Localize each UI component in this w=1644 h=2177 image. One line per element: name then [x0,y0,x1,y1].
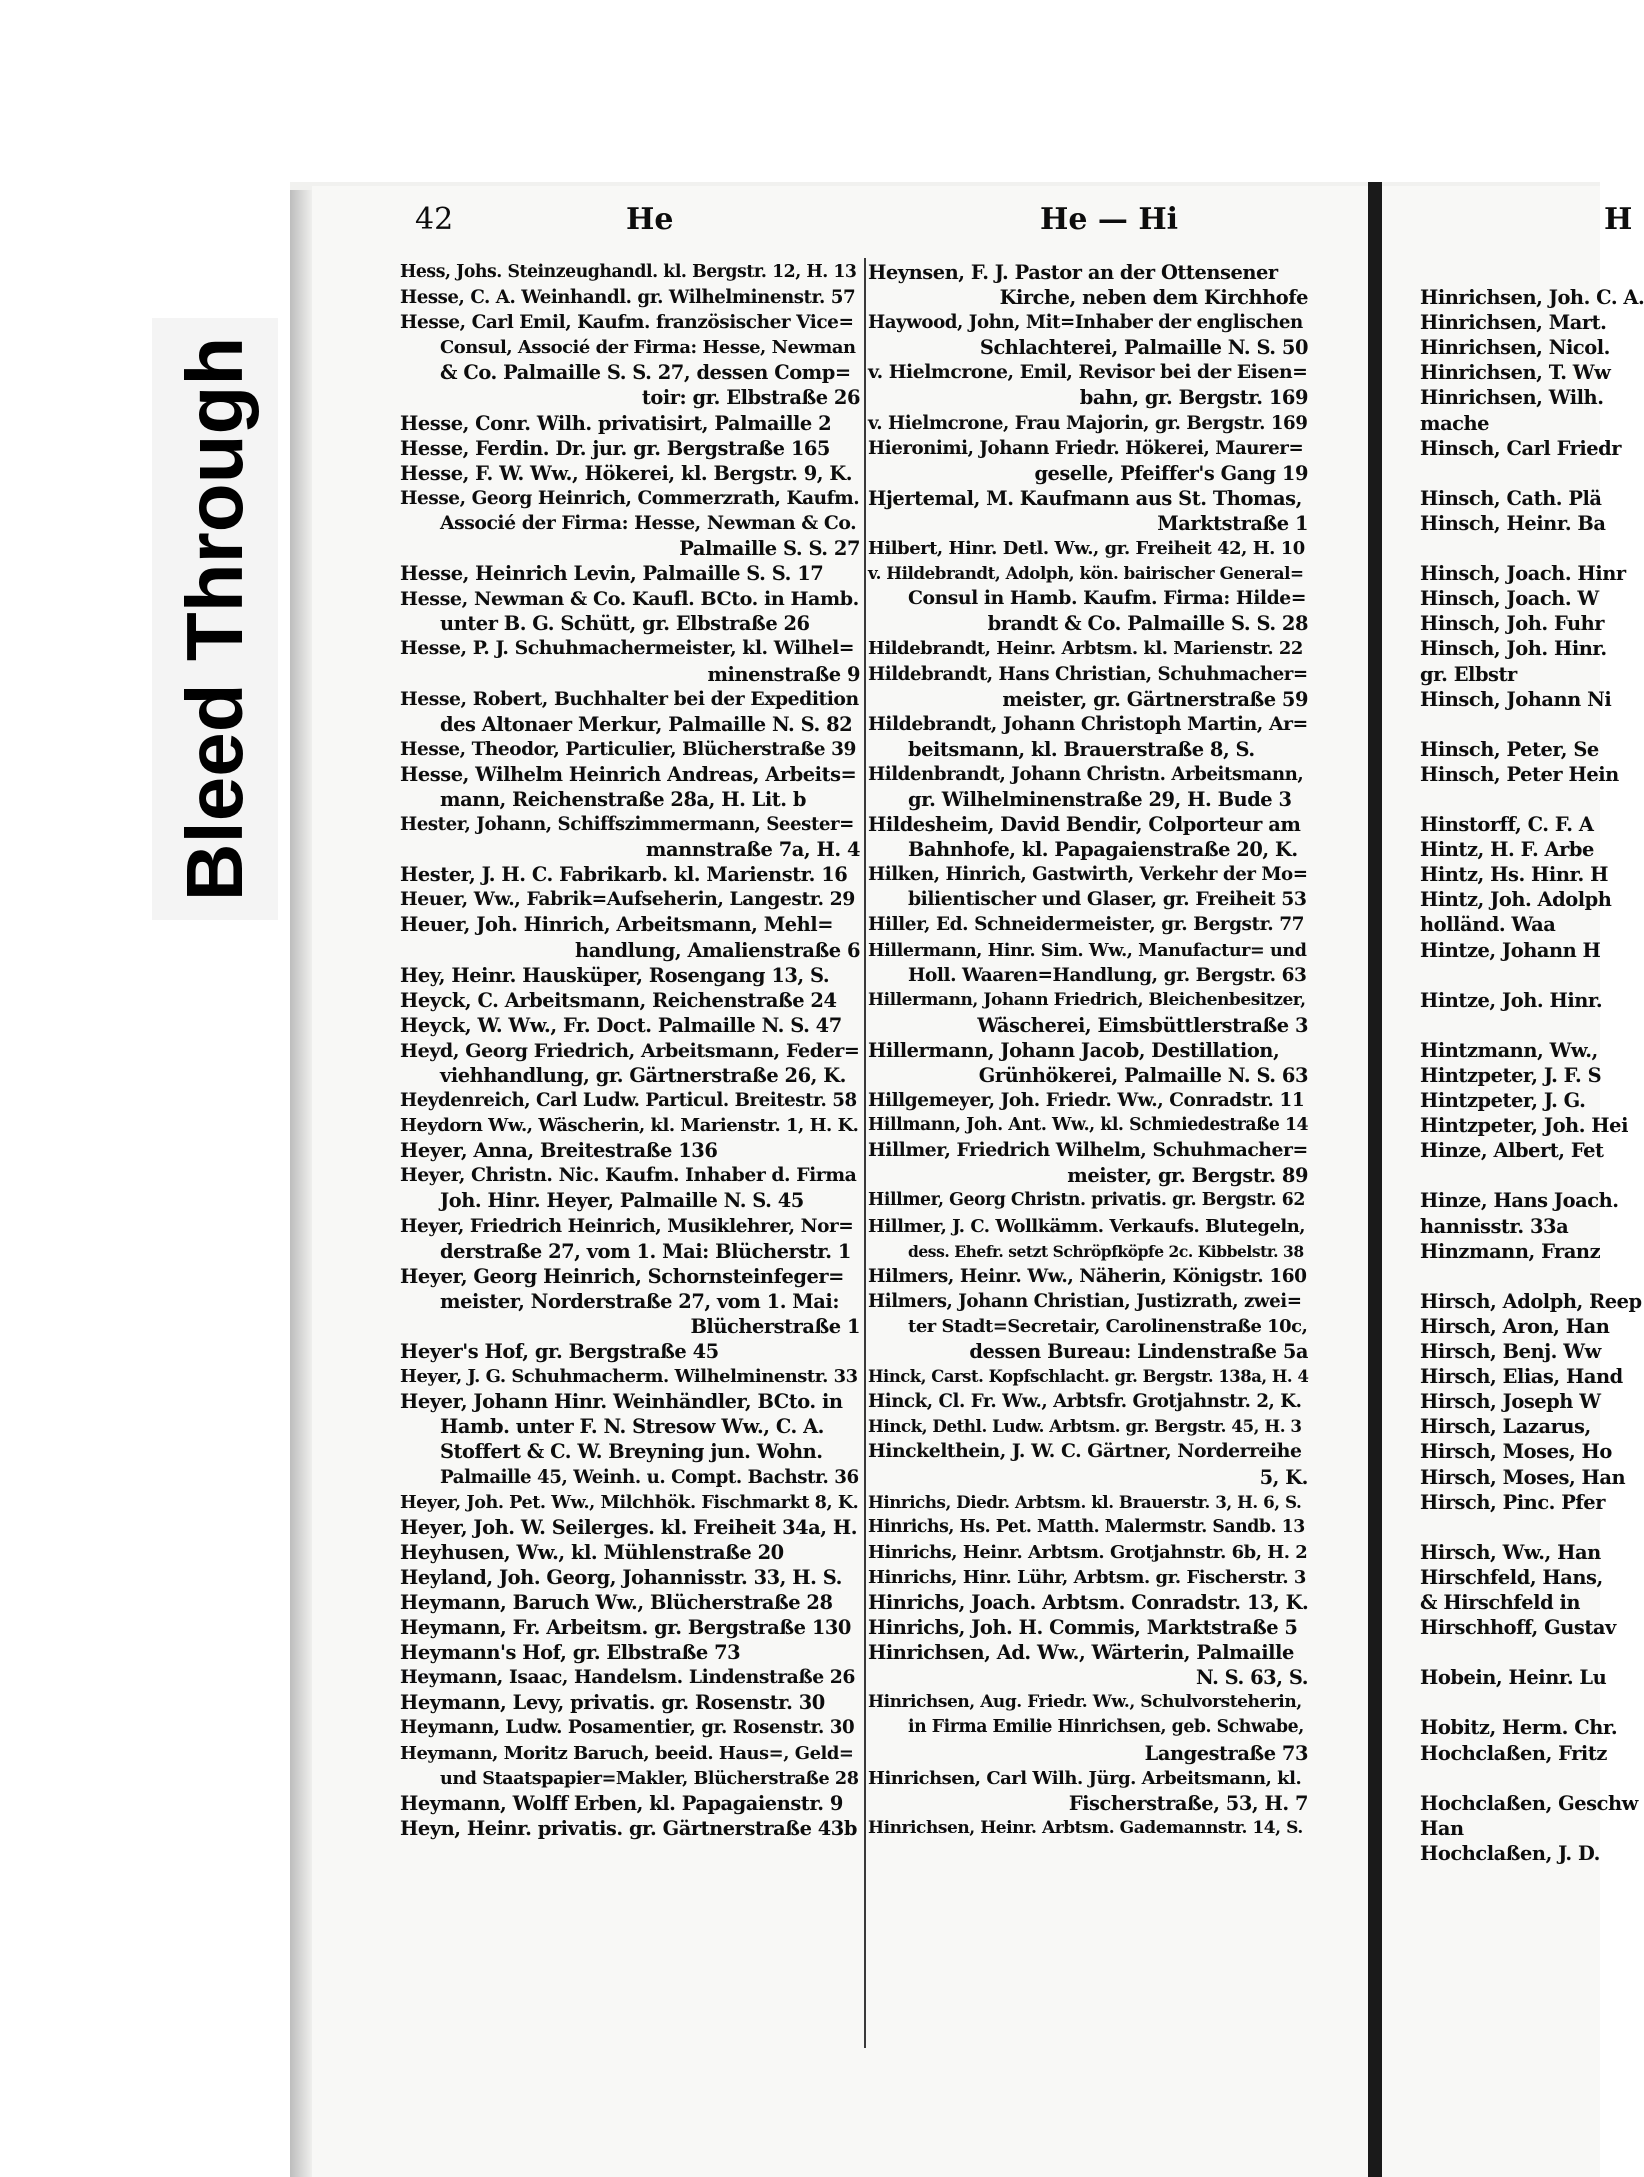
directory-entry-line: & Hirschfeld in [1420,1590,1581,1614]
directory-entry-line: Hilken, Hinrich, Gastwirth, Verkehr der Mo= [868,864,1308,886]
directory-entry-line: Hess, Johs. Steinzeughandl. kl. Bergstr. 12, H. 13 [400,262,857,282]
running-head-left: He [626,202,674,237]
directory-entry-line: Heymann, Levy, privatis. gr. Rosenstr. 30 [400,1691,825,1715]
directory-entry-line: Hildebrandt, Heinr. Arbtsm. kl. Marienstr. 22 [868,638,1303,660]
directory-entry-line: handlung, Amalienstraße 6 [575,938,860,962]
directory-entry-line: Hinsch, Johann Ni [1420,687,1612,711]
directory-entry-line: Heuer, Ww., Fabrik=Aufseherin, Langestr. 29 [400,888,855,911]
directory-entry-line: Hinsch, Peter Hein [1420,762,1619,786]
directory-entry-line: Hesse, Carl Emil, Kaufm. französischer Vice= [400,312,854,334]
directory-entry-line: Palmaille 45, Weinh. u. Compt. Bachstr. 36 [440,1466,859,1488]
directory-entry-line [1420,1640,1600,1665]
directory-entry-line: Heyer, Georg Heinrich, Schornsteinfeger= [400,1264,844,1288]
directory-entry-line: Hiller, Ed. Schneidermeister, gr. Bergstr. 77 [868,914,1305,936]
directory-entry-line: Hinrichsen, Aug. Friedr. Ww., Schulvorsteherin, [868,1692,1302,1713]
directory-entry-line: Hey, Heinr. Hausküper, Rosengang 13, S. [400,963,830,987]
left-column [400,260,860,2050]
directory-entry-line: Hamb. unter F. N. Stresow Ww., C. A. [440,1415,824,1439]
directory-entry-line: Hobitz, Herm. Chr. [1420,1716,1618,1740]
running-head-next: H [1604,202,1633,237]
directory-entry-line: Hinsch, Joach. Hinr [1420,562,1626,586]
directory-entry-line: Hinsch, Cath. Plä [1420,486,1602,510]
directory-entry-line: Hinrichsen, Nicol. [1420,336,1610,360]
directory-entry-line: Hesse, Theodor, Particulier, Blücherstraße 39 [400,738,856,760]
directory-entry-line: Hinrichsen, Joh. C. A. [1420,286,1644,310]
directory-entry-line: Hirschfeld, Hans, [1420,1565,1603,1589]
directory-entry-line: Heyer's Hof, gr. Bergstraße 45 [400,1340,719,1364]
directory-entry-line: Hinrichsen, Carl Wilh. Jürg. Arbeitsmann, kl. [868,1767,1302,1789]
directory-entry-line: gr. Elbstr [1420,662,1517,686]
directory-entry-line: Stoffert & C. W. Breyning jun. Wohn. [440,1440,823,1464]
directory-entry-line: Hesse, Robert, Buchhalter bei der Expedition [400,687,859,710]
directory-entry-line: Hirsch, Pinc. Pfer [1420,1490,1605,1514]
directory-entry-line: ter Stadt=Secretair, Carolinenstraße 10c, [908,1315,1308,1337]
directory-entry-line: Hintzmann, Ww., [1420,1038,1598,1062]
directory-entry-line [1420,712,1600,737]
directory-entry-line: Hinck, Carst. Kopfschlacht. gr. Bergstr. 138a, H. 4 [868,1367,1309,1387]
directory-entry-line [1420,787,1600,812]
directory-entry-line: Hesse, Conr. Wilh. privatisirt, Palmaille 2 [400,411,832,435]
directory-entry-line: toir: gr. Elbstraße 26 [641,386,860,410]
running-head-right: He — Hi [1040,202,1179,237]
directory-entry-line: Heyn, Heinr. privatis. gr. Gärtnerstraße 43b [400,1816,857,1840]
directory-entry-line: Hinckelthein, J. W. C. Gärtner, Norderreihe [868,1440,1302,1463]
directory-entry-line: Hilmers, Johann Christian, Justizrath, zwei= [868,1290,1302,1312]
directory-entry-line: Heymann, Wolff Erben, kl. Papagaienstr. 9 [400,1791,843,1815]
directory-entry-line [1420,536,1600,561]
directory-entry-line [1420,963,1600,988]
directory-entry-line: Blücherstraße 1 [690,1314,860,1338]
directory-entry-line: Hirsch, Lazarus, [1420,1415,1591,1439]
page-edge-shadow [290,190,312,2177]
directory-entry-line: Hintz, H. F. Arbe [1420,838,1594,862]
directory-entry-line: bilientischer und Glaser, gr. Freiheit 53 [908,888,1307,911]
directory-entry-line: gr. Wilhelminenstraße 29, H. Bude 3 [908,787,1292,811]
directory-entry-line: Hinsch, Joh. Hinr. [1420,637,1607,661]
directory-entry-line: Heyer, Christn. Nic. Kaufm. Inhaber d. Firma [400,1164,857,1187]
column-rule [864,258,866,2048]
directory-entry-line: Hinrichsen, T. Ww [1420,361,1611,385]
directory-entry-line: Heyd, Georg Friedrich, Arbeitsmann, Feder= [400,1038,860,1062]
directory-entry-line: Heymann, Fr. Arbeitsm. gr. Bergstraße 130 [400,1616,851,1640]
directory-entry-line: Hirsch, Benj. Ww [1420,1340,1601,1364]
directory-entry-line: Hirsch, Aron, Han [1420,1314,1610,1338]
directory-entry-line: Hinrichs, Hs. Pet. Matth. Malermstr. Sandb. 13 [868,1516,1305,1537]
directory-entry-line: hannisstr. 33a [1420,1214,1569,1238]
directory-entry-line: Hinrichs, Joh. H. Commis, Marktstraße 5 [868,1616,1298,1640]
directory-entry-line: v. Hildebrandt, Adolph, kön. bairischer General= [868,563,1304,584]
directory-entry-line: Hobein, Heinr. Lu [1420,1666,1607,1690]
directory-entry-line: Hirsch, Moses, Ho [1420,1440,1612,1464]
directory-entry-line: Hillermann, Johann Jacob, Destillation, [868,1038,1280,1062]
directory-entry-line: Hillmer, J. C. Wollkämm. Verkaufs. Blutegeln, [868,1215,1306,1237]
directory-entry-line: Hintzpeter, J. F. S [1420,1064,1602,1087]
directory-entry-line: Hirsch, Moses, Han [1420,1465,1626,1489]
directory-entry-line: Hinze, Hans Joach. [1420,1189,1619,1213]
directory-entry-line: Hinrichsen, Heinr. Arbtsm. Gademannstr. 14, S. [868,1817,1303,1838]
directory-entry-line: Hildebrandt, Hans Christian, Schuhmacher= [868,663,1308,685]
directory-entry-line [1420,461,1600,486]
directory-entry-line: Bahnhofe, kl. Papagaienstraße 20, K. [908,838,1298,862]
directory-entry-line: Heyer, Joh. Pet. Ww., Milchhök. Fischmarkt 8, K. [400,1491,859,1513]
directory-entry-line: Hinsch, Joach. W [1420,587,1599,611]
directory-entry-line: Hester, Johann, Schiffszimmermann, Seester= [400,814,854,836]
directory-entry-line: meister, gr. Gärtnerstraße 59 [1002,687,1308,711]
directory-entry-line: Hillmer, Georg Christn. privatis. gr. Bergstr. 62 [868,1190,1305,1211]
directory-entry-line: mann, Reichenstraße 28a, H. Lit. b [440,787,806,811]
directory-entry-line: minenstraße 9 [707,662,860,686]
directory-entry-line: N. S. 63, S. [1196,1666,1308,1690]
directory-entry-line: Hillmer, Friedrich Wilhelm, Schuhmacher= [868,1139,1308,1162]
directory-entry-line: Palmaille S. S. 27 [679,537,860,561]
directory-entry-line: Hinrichsen, Ad. Ww., Wärterin, Palmaille [868,1641,1294,1665]
directory-entry-line: Hirschhoff, Gustav [1420,1616,1616,1640]
directory-entry-line: viehhandlung, gr. Gärtnerstraße 26, K. [440,1064,846,1087]
directory-entry-line: geselle, Pfeiffer's Gang 19 [1034,461,1308,485]
directory-entry-line: Kirche, neben dem Kirchhofe [999,286,1308,310]
directory-entry-line: Hochclaßen, Geschw [1420,1791,1638,1815]
directory-entry-line: dess. Ehefr. setzt Schröpfköpfe 2c. Kibbelstr. 38 [908,1241,1304,1261]
directory-entry-line [1420,1766,1600,1791]
directory-entry-line: Heyer, Johann Hinr. Weinhändler, BCto. in [400,1390,843,1414]
directory-entry-line: Hesse, Ferdin. Dr. jur. gr. Bergstraße 165 [400,436,830,460]
directory-entry-line: Hinsch, Carl Friedr [1420,436,1622,460]
directory-entry-line: Hinck, Cl. Fr. Ww., Arbtsfr. Grotjahnstr. 2, K. [868,1391,1302,1413]
directory-entry-line: Hieronimi, Johann Friedr. Hökerei, Maurer= [868,437,1304,459]
directory-entry-line: Heyck, C. Arbeitsmann, Reichenstraße 24 [400,988,837,1012]
directory-entry-line: Hinrichs, Heinr. Arbtsm. Grotjahnstr. 6b, H. 2 [868,1541,1308,1563]
directory-entry-line: Hintzpeter, J. G. [1420,1089,1586,1113]
directory-entry-line: Hintzpeter, Joh. Hei [1420,1114,1628,1138]
directory-entry-line [1420,1264,1600,1289]
directory-entry-line: Schlachterei, Palmaille N. S. 50 [979,336,1308,360]
directory-entry-line: Hillgemeyer, Joh. Friedr. Ww., Conradstr. 11 [868,1090,1305,1112]
directory-entry-line: Heydenreich, Carl Ludw. Particul. Breitestr. 58 [400,1090,857,1112]
directory-entry-line: Hinstorff, C. F. A [1420,813,1594,837]
directory-entry-line: Grünhökerei, Palmaille N. S. 63 [978,1064,1308,1087]
directory-entry-line: Heyer, J. G. Schuhmacherm. Wilhelminenstr. 33 [400,1366,858,1388]
directory-entry-line: Hesse, F. W. Ww., Hökerei, kl. Bergstr. 9, K. [400,461,853,485]
directory-entry-line: Heyhusen, Ww., kl. Mühlenstraße 20 [400,1540,784,1564]
directory-entry-line: Hinrichs, Hinr. Lühr, Arbtsm. gr. Fischerstr. 3 [868,1566,1306,1588]
directory-entry-line: dessen Bureau: Lindenstraße 5a [969,1340,1308,1364]
right-column [868,260,1308,2050]
directory-entry-line: Hinzmann, Franz [1420,1239,1601,1263]
directory-entry-line: Hochclaßen, Fritz [1420,1741,1607,1765]
directory-entry-line: Heydorn Ww., Wäscherin, kl. Marienstr. 1, H. K. [400,1115,859,1137]
directory-entry-line: Hintze, Johann H [1420,938,1601,962]
directory-entry-line: Holl. Waaren=Handlung, gr. Bergstr. 63 [908,964,1307,986]
directory-entry-line: Hinsch, Joh. Fuhr [1420,612,1605,636]
directory-entry-line: Wäscherei, Eimsbüttlerstraße 3 [977,1013,1308,1037]
directory-entry-line: Hinrichs, Diedr. Arbtsm. kl. Brauerstr. 3, H. 6, S. [868,1491,1302,1512]
directory-entry-line: Hinrichsen, Mart. [1420,311,1607,335]
directory-entry-line: Hillermann, Hinr. Sim. Ww., Manufactur= und [868,939,1307,961]
directory-entry-line: Fischerstraße, 53, H. 7 [1068,1791,1308,1815]
directory-entry-line: Hesse, Newman & Co. Kaufl. BCto. in Hamb. [400,587,859,611]
directory-entry-line: Heymann, Moritz Baruch, beeid. Haus=, Geld= [400,1742,854,1764]
directory-entry-line: v. Hielmcrone, Emil, Revisor bei der Eisen= [868,361,1308,384]
directory-entry-line: Heyer, Anna, Breitestraße 136 [400,1139,718,1163]
directory-entry-line: Joh. Hinr. Heyer, Palmaille N. S. 45 [440,1189,804,1213]
directory-entry-line: Heuer, Joh. Hinrich, Arbeitsmann, Mehl= [400,913,834,937]
page-number: 42 [415,202,454,237]
directory-entry-line: bahn, gr. Bergstr. 169 [1079,386,1308,410]
directory-entry-line: Hesse, Wilhelm Heinrich Andreas, Arbeits= [400,762,857,786]
directory-entry-line: Heyck, W. Ww., Fr. Doct. Palmaille N. S. 47 [400,1013,842,1037]
directory-entry-line: Hinze, Albert, Fet [1420,1139,1604,1163]
directory-entry-line [1420,260,1600,285]
directory-entry-line: meister, gr. Bergstr. 89 [1067,1164,1308,1188]
directory-entry-line: des Altonaer Merkur, Palmaille N. S. 82 [440,712,853,736]
directory-entry-line: Langestraße 73 [1144,1741,1308,1765]
directory-entry-line [1420,1690,1600,1715]
directory-entry-line: Consul, Associé der Firma: Hesse, Newman [440,337,856,359]
directory-entry-line: Hintze, Joh. Hinr. [1420,988,1603,1012]
directory-entry-line: Hillermann, Johann Friedrich, Bleichenbesitzer, [868,989,1306,1010]
book-spine [1368,182,1382,2177]
directory-entry-line: meister, Norderstraße 27, vom 1. Mai: [440,1289,840,1313]
directory-entry-line: Hirsch, Joseph W [1420,1390,1601,1414]
directory-entry-line: Associé der Firma: Hesse, Newman & Co. [440,511,857,534]
directory-entry-line: Heyer, Friedrich Heinrich, Musiklehrer, Nor= [400,1215,854,1237]
directory-entry-line: in Firma Emilie Hinrichsen, geb. Schwabe, [908,1717,1304,1738]
directory-entry-line: Hochclaßen, J. D. [1420,1841,1600,1865]
directory-entry-line: Hirsch, Adolph, Reep [1420,1289,1642,1313]
directory-entry-line: Heymann, Ludw. Posamentier, gr. Rosenstr. 30 [400,1717,855,1739]
directory-entry-line [1420,1013,1600,1038]
directory-entry-line: Hesse, Heinrich Levin, Palmaille S. S. 17 [400,562,824,586]
directory-entry-line: Hinsch, Peter, Se [1420,737,1599,761]
directory-entry-line [1420,1163,1600,1188]
directory-entry-line: Hirsch, Elias, Hand [1420,1365,1623,1389]
directory-entry-line: derstraße 27, vom 1. Mai: Blücherstr. 1 [440,1239,851,1263]
directory-entry-line: Hildenbrandt, Johann Christn. Arbeitsmann, [868,763,1304,785]
directory-entry-line: Hesse, P. J. Schuhmachermeister, kl. Wilhel= [400,637,855,660]
directory-entry-line: Hilbert, Hinr. Detl. Ww., gr. Freiheit 42, H. 10 [868,538,1305,560]
directory-entry-line: holländ. Waa [1420,913,1556,937]
directory-entry-line: v. Hielmcrone, Frau Majorin, gr. Bergstr. 169 [868,412,1308,434]
directory-entry-line: Heyland, Joh. Georg, Johannisstr. 33, H. S. [400,1565,842,1589]
directory-entry-line: Hildesheim, David Bendir, Colporteur am [868,813,1301,837]
directory-entry-line: Hintz, Joh. Adolph [1420,888,1612,912]
directory-entry-line: Hinrichsen, Wilh. [1420,386,1604,410]
directory-entry-line: Hinsch, Heinr. Ba [1420,511,1606,535]
directory-entry-line: Heymann, Isaac, Handelsm. Lindenstraße 26 [400,1666,856,1689]
directory-entry-line: Hillmann, Joh. Ant. Ww., kl. Schmiedestraße 14 [868,1115,1309,1136]
directory-entry-line: & Co. Palmaille S. S. 27, dessen Comp= [440,361,851,385]
directory-entry-line: beitsmann, kl. Brauerstraße 8, S. [908,737,1255,761]
directory-entry-line [1420,1515,1600,1540]
directory-entry-line: Hjertemal, M. Kaufmann aus St. Thomas, [868,486,1302,510]
directory-entry-line: Hildebrandt, Johann Christoph Martin, Ar= [868,712,1308,735]
directory-entry-line: brandt & Co. Palmaille S. S. 28 [987,612,1308,636]
directory-entry-line: Hinck, Dethl. Ludw. Arbtsm. gr. Bergstr. 45, H. 3 [868,1416,1302,1437]
directory-entry-line: Hesse, C. A. Weinhandl. gr. Wilhelminenstr. 57 [400,287,856,309]
directory-entry-line: Hinrichs, Joach. Arbtsm. Conradstr. 13, K. [868,1590,1309,1614]
directory-entry-line: und Staatspapier=Makler, Blücherstraße 28 [440,1767,859,1789]
directory-entry-line: mache [1420,411,1490,435]
directory-entry-line: Haywood, John, Mit=Inhaber der englischen [868,312,1303,334]
directory-entry-line: Heynsen, F. J. Pastor an der Ottensener [868,261,1278,284]
directory-entry-line: Hilmers, Heinr. Ww., Näherin, Königstr. 160 [868,1265,1307,1287]
directory-entry-line: Consul in Hamb. Kaufm. Firma: Hilde= [908,587,1307,610]
directory-entry-line: Heymann, Baruch Ww., Blücherstraße 28 [400,1590,833,1614]
directory-entry-line: 5, K. [1259,1465,1308,1489]
directory-entry-line: Hirsch, Ww., Han [1420,1540,1601,1564]
directory-entry-line: Marktstraße 1 [1157,511,1308,535]
directory-entry-line: Hintz, Hs. Hinr. H [1420,863,1608,887]
directory-entry-line: Han [1420,1816,1464,1840]
directory-entry-line: Heymann's Hof, gr. Elbstraße 73 [400,1641,741,1665]
next-page-column [1420,260,1644,2050]
directory-entry-line: mannstraße 7a, H. 4 [645,838,860,862]
directory-entry-line: Heyer, Joh. W. Seilerges. kl. Freiheit 34a, H. [400,1515,858,1539]
directory-entry-line: Hesse, Georg Heinrich, Commerzrath, Kaufm. [400,487,860,509]
directory-entry-line: Hester, J. H. C. Fabrikarb. kl. Marienstr. 16 [400,863,848,887]
bleed-through-label: Bleed Through [170,336,259,902]
directory-entry-line: unter B. G. Schütt, gr. Elbstraße 26 [440,612,810,636]
